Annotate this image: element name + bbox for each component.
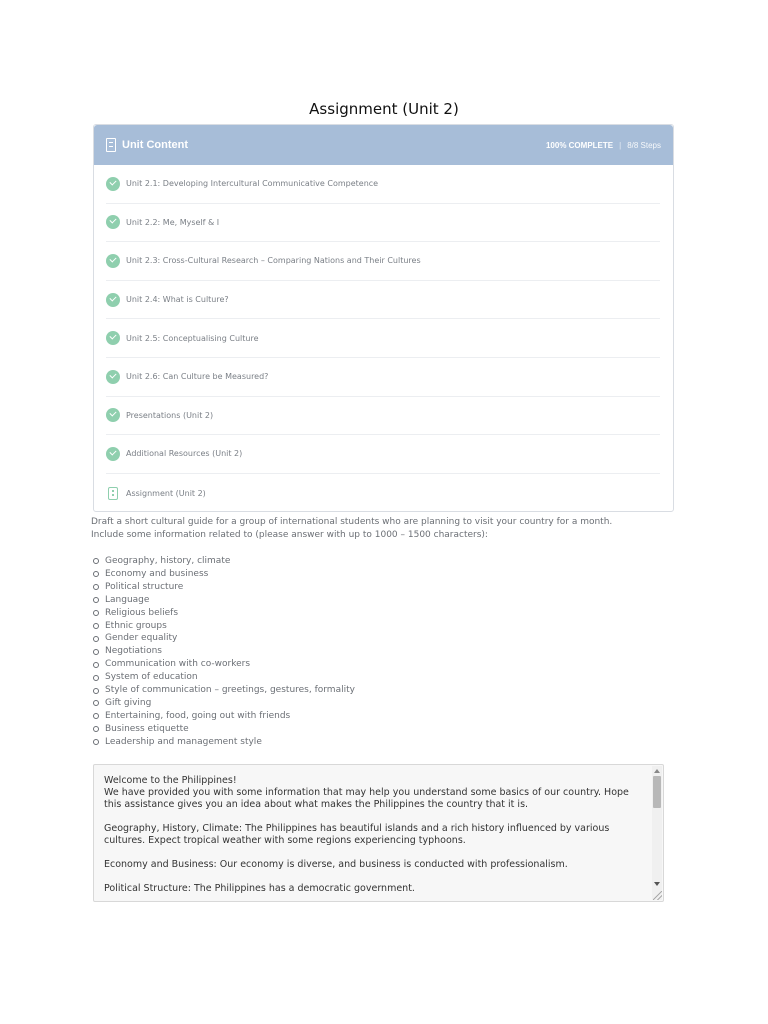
unit-item-label[interactable]: Unit 2.3: Cross-Cultural Research – Comparing Nations and Their Cultures <box>126 256 421 266</box>
resize-handle-icon[interactable] <box>653 891 662 900</box>
topic-label: System of education <box>105 672 198 683</box>
topic-label: Communication with co-workers <box>105 659 251 670</box>
bullet-icon <box>93 713 99 719</box>
topic-label: Business etiquette <box>105 723 189 734</box>
assignment-icon <box>108 487 118 500</box>
topic-label: Geography, history, climate <box>105 556 231 566</box>
topic-list <box>91 555 355 749</box>
check-circle-icon <box>106 408 120 422</box>
progress-steps: 8/8 Steps <box>627 140 661 150</box>
answer-scrollbar[interactable] <box>652 766 662 900</box>
topic-item <box>91 581 355 594</box>
topic-item <box>91 736 355 749</box>
topic-item <box>91 645 355 658</box>
bullet-icon <box>93 688 99 694</box>
scroll-up-arrow-icon[interactable] <box>654 769 660 773</box>
unit-item[interactable] <box>106 358 660 397</box>
bullet-icon <box>93 610 99 616</box>
unit-item-label[interactable]: Unit 2.5: Conceptualising Culture <box>126 333 259 343</box>
answer-paragraph: Geography, History, Climate: The Philippines has beautiful islands and a rich history influenced by various cultures. Expect tropical weather with some regions experiencing typhoons. <box>104 823 610 846</box>
topic-item <box>91 632 355 645</box>
topic-item <box>91 568 355 581</box>
answer-paragraph: Political Structure: The Philippines has a democratic government. <box>104 883 415 894</box>
topic-item <box>91 671 355 684</box>
topic-label: Religious beliefs <box>105 607 179 618</box>
document-icon <box>106 138 116 152</box>
topic-item <box>91 620 355 633</box>
unit-item[interactable] <box>106 165 660 204</box>
progress-percent: 100% COMPLETE <box>545 140 614 150</box>
topic-label: Gender equality <box>105 633 178 644</box>
check-circle-icon <box>106 254 120 268</box>
topic-label: Gift giving <box>105 697 152 708</box>
topic-label: Leadership and management style <box>105 736 262 747</box>
scroll-thumb[interactable] <box>653 776 661 808</box>
bullet-icon <box>93 558 99 564</box>
topic-label: Language <box>105 594 150 605</box>
answer-textarea[interactable] <box>93 764 664 902</box>
unit-item-label[interactable]: Unit 2.1: Developing Intercultural Communicative Competence <box>126 179 379 189</box>
topic-item <box>91 555 355 568</box>
bullet-icon <box>93 700 99 706</box>
unit-item[interactable] <box>106 319 660 358</box>
unit-list <box>94 165 673 512</box>
bullet-icon <box>93 726 99 732</box>
unit-item[interactable] <box>106 204 660 243</box>
progress-status <box>546 141 661 150</box>
topic-item <box>91 723 355 736</box>
bullet-icon <box>93 623 99 629</box>
unit-item-label[interactable]: Unit 2.4: What is Culture? <box>126 295 229 305</box>
topic-item <box>91 710 355 723</box>
bullet-icon <box>93 584 99 590</box>
topic-label: Political structure <box>105 581 184 592</box>
topic-item <box>91 594 355 607</box>
bullet-icon <box>93 571 99 577</box>
topic-item <box>91 697 355 710</box>
topic-item <box>91 684 355 697</box>
unit-item-label[interactable]: Assignment (Unit 2) <box>126 488 206 498</box>
topic-item <box>91 607 355 620</box>
instructions-line: Include some information related to (please answer with up to 1000 – 1500 characters): <box>91 530 488 540</box>
answer-text[interactable] <box>104 775 644 907</box>
unit-item[interactable] <box>106 435 660 474</box>
check-circle-icon <box>106 293 120 307</box>
unit-item[interactable] <box>106 242 660 281</box>
check-circle-icon <box>106 447 120 461</box>
unit-item-label[interactable]: Unit 2.2: Me, Myself & I <box>126 217 220 227</box>
answer-paragraph: Welcome to the Philippines! We have provided you with some information that may help you understand some basics of our country. Hope this assistance gives you an idea about what makes the Philippines the country that it is. <box>104 775 629 810</box>
bullet-icon <box>93 739 99 745</box>
unit-item[interactable] <box>106 397 660 436</box>
bullet-icon <box>93 649 99 655</box>
instructions-line: Draft a short cultural guide for a group of international students who are planning to visit your country for a month. <box>91 517 613 527</box>
progress-separator: | <box>619 140 622 150</box>
unit-content-title: Unit Content <box>122 139 188 151</box>
scroll-down-arrow-icon[interactable] <box>654 882 660 886</box>
assignment-instructions <box>91 516 671 542</box>
check-circle-icon <box>106 370 120 384</box>
check-circle-icon <box>106 215 120 229</box>
page-title: Assignment (Unit 2) <box>309 100 459 119</box>
unit-content-header[interactable] <box>94 125 673 165</box>
topic-label: Negotiations <box>105 646 162 657</box>
unit-item-label[interactable]: Presentations (Unit 2) <box>126 410 214 420</box>
topic-label: Ethnic groups <box>105 620 167 631</box>
bullet-icon <box>93 675 99 681</box>
unit-item[interactable] <box>106 281 660 320</box>
unit-content-card <box>93 124 674 512</box>
answer-paragraph: Economy and Business: Our economy is diverse, and business is conducted with professionalism. <box>104 859 568 870</box>
topic-item <box>91 658 355 671</box>
check-circle-icon <box>106 177 120 191</box>
unit-item-label[interactable]: Additional Resources (Unit 2) <box>126 449 243 459</box>
bullet-icon <box>93 662 99 668</box>
unit-item-label[interactable]: Unit 2.6: Can Culture be Measured? <box>126 372 269 382</box>
unit-item-assignment[interactable] <box>106 474 660 513</box>
bullet-icon <box>93 636 99 642</box>
bullet-icon <box>93 597 99 603</box>
topic-label: Economy and business <box>105 568 209 579</box>
topic-label: Style of communication – greetings, gestures, formality <box>105 685 355 696</box>
check-circle-icon <box>106 331 120 345</box>
topic-label: Entertaining, food, going out with friends <box>105 710 291 721</box>
